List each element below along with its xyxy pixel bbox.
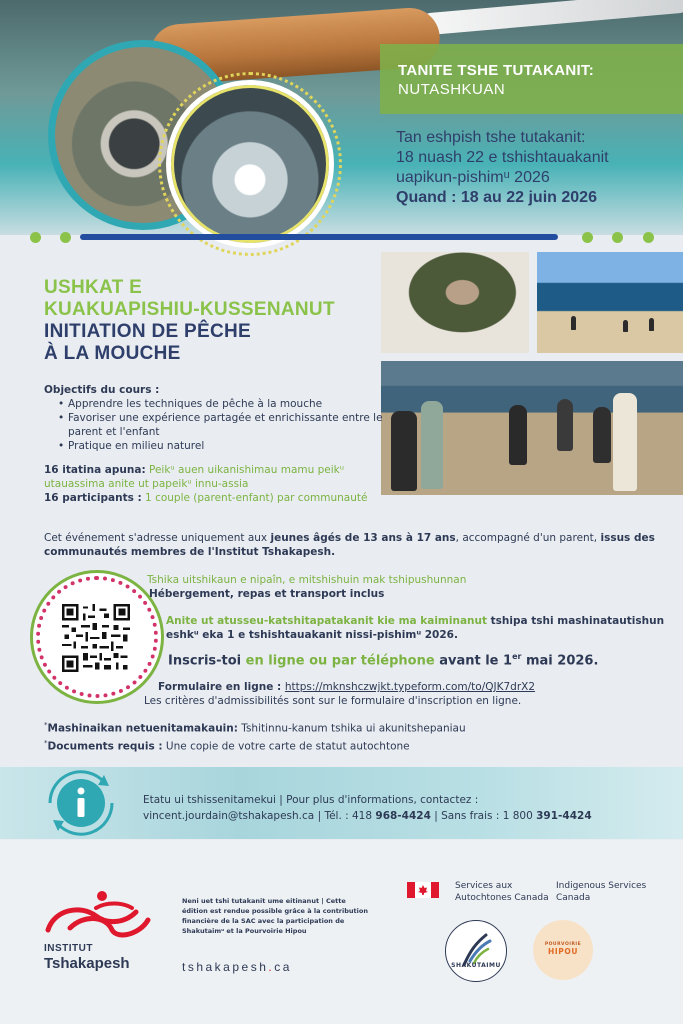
contact-info [143,792,673,824]
participants-fr-label: 16 participants : [44,492,142,504]
contact-email-link[interactable]: vincent.jourdain@tshakapesh.ca [143,810,315,822]
eligibility-text: , accompagné d'un parent, [455,532,601,544]
course-title-innu-2: KUAKUAPISHIU-KUSSENANUT [44,299,335,320]
eligibility-age: jeunes âgés de 13 ans à 17 ans [270,532,456,544]
participants [44,463,374,505]
date-fr: Quand : 18 au 22 juin 2026 [396,189,597,206]
form-note: Les critères d'admissibilités sont sur le formulaire d'inscription en ligne. [144,695,522,707]
date-innu-3: uapikun-pishimᵘ 2026 [396,169,550,186]
objectives-heading: Objectifs du cours : [44,384,160,396]
requirements-innu-text: Tshitinnu-kanum tshika ui akunitshepaniau [237,722,466,735]
objectives-list [58,397,384,453]
signup-text: avant le 1 [434,653,513,669]
objective-item: • Pratique en milieu naturel [58,439,384,453]
divider-dot [643,232,654,243]
banner-location: NUTASHKUAN [398,81,506,98]
hipou-name: HIPOU [547,947,579,956]
requirements: *Mashinaikan netuenitamakauin: Tshitinnu-kanum tshika ui akunitshepaniau *Documents requis : Une copie de votre carte de statut autochtone [44,721,466,752]
divider-dot [612,232,623,243]
hipou-small-text: POURVOIRIE [544,942,582,947]
signup-text: Inscris-toi [168,653,246,669]
divider-dot [582,232,593,243]
form-url-link[interactable]: https://mknshczwjkt.typeform.com/to/QJK7drX2 [284,681,536,693]
canada-flag-icon [407,882,439,898]
objectives [44,383,384,453]
website-dot: . [268,960,275,974]
requirements-fr-text: Une copie de votre carte de statut autochtone [162,740,410,752]
signup-callout [168,652,668,668]
course-title-innu-1: USHKAT E [44,277,143,298]
contact-tel-number[interactable]: 968-4424 [375,810,431,822]
objective-item: • Favoriser une expérience partagée et enrichissante entre le parent et l'enfant [58,411,384,439]
shakutaim-logo-icon [445,920,507,982]
eligibility [44,531,674,559]
participants-innu-text: Peikᵘ auen uikanishimau mamu peikᵘ utauassima anite ut papeikᵘ innu-assia [44,464,344,490]
org-name-line1: INSTITUT [44,943,93,954]
contact-heading: Etatu ui tshissenitamekui | Pour plus d'informations, contactez : [143,794,479,806]
photo-lake-shore [537,252,683,353]
includes [147,573,677,601]
divider-dot [30,232,41,243]
requirements-innu-label: Mashinaikan netuenitamakauin: [47,722,238,735]
date-innu-1: Tan eshpish tshe tutakanit: [396,129,586,146]
registration-note-innu-dark: tshipa tshi mashinatautishun [487,615,665,627]
form-label: Formulaire en ligne : [158,681,285,693]
eligibility-communities: issus des communautés membres de l'Institut Tshakapesh. [44,532,655,558]
requirements-fr-label: Documents requis : [47,740,163,752]
form-line [144,680,674,708]
date-block [396,128,683,208]
contact-free-label: | Sans frais : 1 800 [430,810,537,822]
registration-note-line2: eshkᵘ eka 1 e tshishtauakanit nissi-pishimᵘ 2026. [166,629,458,641]
fly-rod-tip [420,0,683,36]
photo-fly-tying [381,252,529,353]
org-name-line2: Tshakapesh [44,955,130,972]
signup-sup: er [512,652,522,661]
registration-note [166,614,676,642]
signup-text: mai 2026. [521,653,599,669]
qr-code[interactable] [62,604,130,672]
info-icon [42,767,120,839]
registration-note-innu-green: Anite ut atusseu-katshitapatakanit kie ma kaiminanut [166,615,487,627]
banner-title: TANITE TSHE TUTAKANIT: [398,62,595,79]
course-title [44,277,384,365]
course-title-fr-1: INITIATION DE PÊCHE [44,321,251,342]
includes-innu: Tshika uitshikaun e nipaîn, e mitshishuin mak tshipushunnan [147,574,467,586]
contact-tel-label: | Tél. : 418 [314,810,376,822]
participants-fr-text: 1 couple (parent-enfant) par communauté [145,492,368,504]
contact-free-number[interactable]: 391-4424 [536,810,592,822]
participants-innu-label: 16 itatina apuna: [44,464,146,476]
website-text: tshakapesh [182,960,269,974]
eligibility-text: Cet événement s'adresse uniquement aux [44,532,271,544]
photo-group-casting [381,361,683,495]
objective-item: • Apprendre les techniques de pêche à la mouche [58,397,384,411]
shakutaim-name: SHAKUTAIMU [451,962,501,969]
river-photo [166,80,334,248]
divider-line [80,234,558,240]
website-text: ca [274,960,292,974]
includes-fr: Hébergement, repas et transport inclus [149,588,385,600]
divider-dot [60,232,71,243]
funding-credits: Neni uet tshi tutakanit ume eitinanut | Cette édition est rendue possible grâce à la contribution financière de la SAC avec la participation de Shakutaimᵘ et la Pourvoirie Hipou [182,897,368,935]
hipou-logo-text [533,942,593,956]
date-innu-2: 18 nuash 22 e tshishtauakanit [396,149,609,166]
signup-channels: en ligne ou par téléphone [245,653,435,669]
course-title-fr-2: À LA MOUCHE [44,343,181,364]
sac-name-fr: Services aux Autochtones Canada [455,881,549,903]
website-link[interactable] [182,960,292,974]
sac-name-en: Indigenous Services Canada [556,881,647,903]
location-banner [380,44,683,114]
